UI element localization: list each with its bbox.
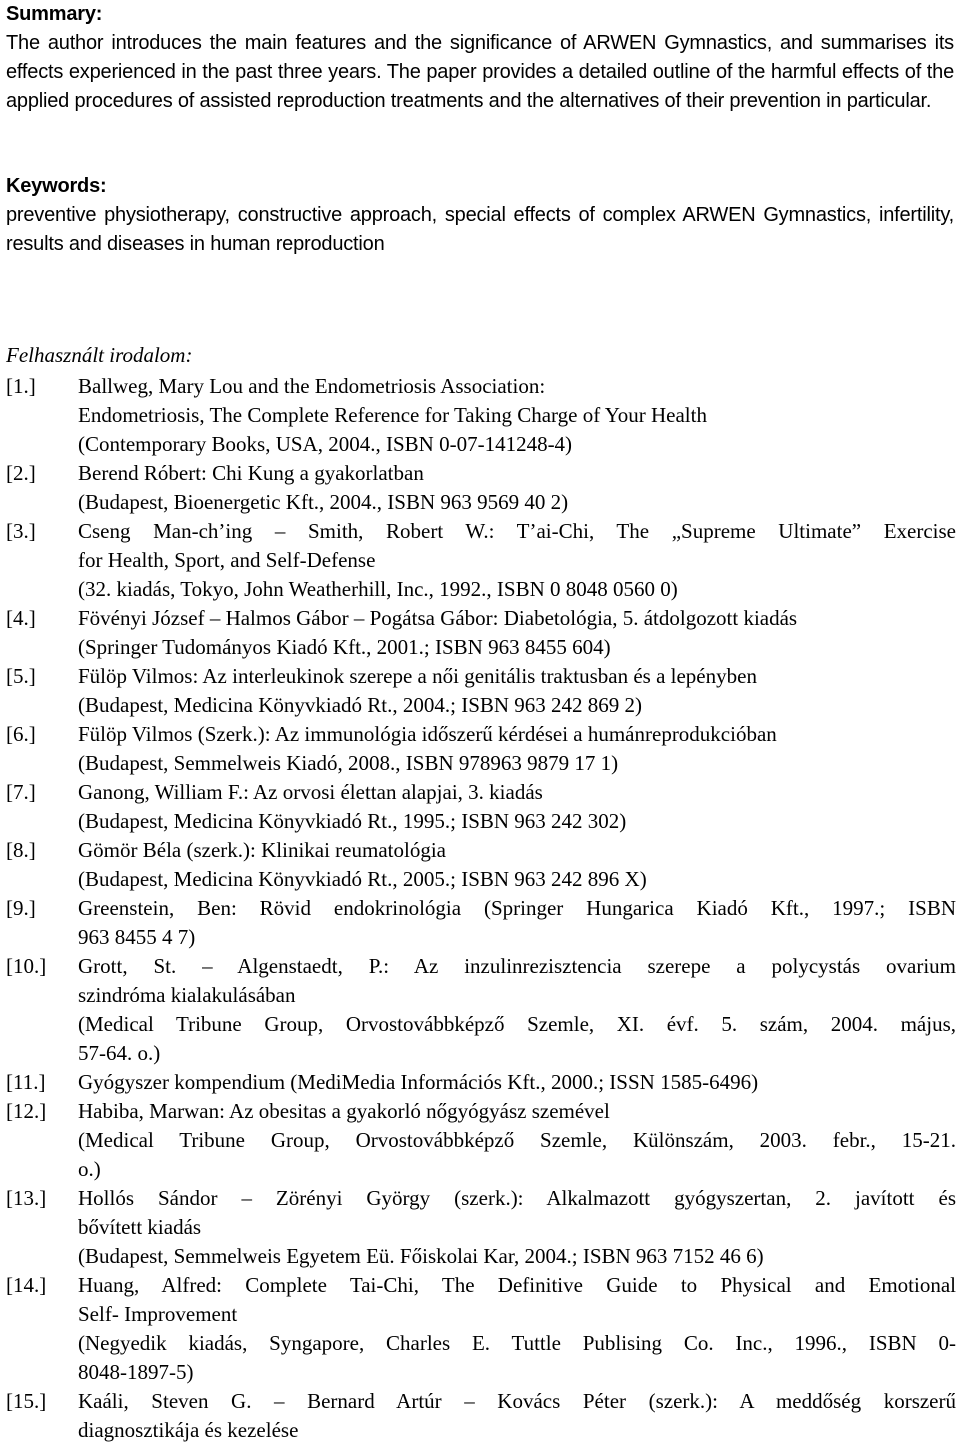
- reference-item: [0, 778, 960, 836]
- keywords-text: preventive physiotherapy, constructive approach, special effects of complex ARWEN Gymnastics, infertility, results and diseases in human reproduction: [6, 204, 954, 255]
- reference-line: Grott, St. – Algenstaedt, P.: Az inzulinrezisztencia szerepe a polycystás ovarium: [78, 954, 956, 978]
- reference-number: [9.]: [6, 896, 36, 920]
- reference-line: (Negyedik kiadás, Syngapore, Charles E. Tuttle Publising Co. Inc., 1996., ISBN 0-: [78, 1331, 956, 1355]
- reference-line: Fövényi József – Halmos Gábor – Pogátsa Gábor: Diabetológia, 5. átdolgozott kiadás: [78, 606, 798, 630]
- reference-text: [78, 662, 956, 720]
- reference-line: Endometriosis, The Complete Reference for Taking Charge of Your Health: [78, 403, 707, 427]
- reference-line: (Medical Tribune Group, Orvostovábbképző Szemle, Különszám, 2003. febr., 15-21.: [78, 1128, 956, 1152]
- reference-line: (Budapest, Bioenergetic Kft., 2004., ISBN 963 9569 40 2): [78, 490, 569, 514]
- reference-line: Greenstein, Ben: Rövid endokrinológia (Springer Hungarica Kiadó Kft., 1997.; ISBN: [78, 896, 956, 920]
- reference-line: Hollós Sándor – Zörényi György (szerk.): Alkalmazott gyógyszertan, 2. javított és: [78, 1186, 956, 1210]
- reference-line: 963 8455 4 7): [78, 925, 196, 949]
- reference-line: Fülöp Vilmos (Szerk.): Az immunológia időszerű kérdései a humánreprodukcióban: [78, 722, 777, 746]
- reference-item: [0, 517, 960, 604]
- reference-line: (Budapest, Semmelweis Egyetem Eü. Főiskolai Kar, 2004.; ISBN 963 7152 46 6): [78, 1244, 764, 1268]
- reference-line: (Springer Tudományos Kiadó Kft., 2001.; ISBN 963 8455 604): [78, 635, 611, 659]
- reference-item: [0, 1068, 960, 1097]
- reference-line: (Budapest, Semmelweis Kiadó, 2008., ISBN 978963 9879 17 1): [78, 751, 619, 775]
- reference-line: Habiba, Marwan: Az obesitas a gyakorló nőgyógyász szemével: [78, 1099, 610, 1123]
- reference-number: [5.]: [6, 664, 36, 688]
- keywords-heading: Keywords:: [6, 175, 107, 197]
- reference-line: (Budapest, Medicina Könyvkiadó Rt., 2004.; ISBN 963 242 869 2): [78, 693, 643, 717]
- reference-number: [6.]: [6, 722, 36, 746]
- reference-text: [78, 894, 956, 952]
- reference-text: [78, 517, 956, 604]
- reference-line: Huang, Alfred: Complete Tai-Chi, The Definitive Guide to Physical and Emotional: [78, 1273, 956, 1297]
- reference-line: (Medical Tribune Group, Orvostovábbképző Szemle, XI. évf. 5. szám, 2004. május,: [78, 1012, 956, 1036]
- references-heading: Felhasznált irodalom:: [6, 343, 193, 367]
- reference-text: [78, 604, 956, 662]
- reference-item: [0, 894, 960, 952]
- reference-line: Fülöp Vilmos: Az interleukinok szerepe a női genitális traktusban és a lepényben: [78, 664, 757, 688]
- reference-item: [0, 1184, 960, 1271]
- reference-text: [78, 1184, 956, 1271]
- reference-item: [0, 459, 960, 517]
- reference-number: [8.]: [6, 838, 36, 862]
- reference-list: [0, 372, 960, 1444]
- reference-text: [78, 778, 956, 836]
- reference-text: [78, 1068, 956, 1097]
- reference-line: (Contemporary Books, USA, 2004., ISBN 0-07-141248-4): [78, 432, 573, 456]
- summary-text: The author introduces the main features and the significance of ARWEN Gymnastics, and summarises its effects experienced in the past three years. The paper provides a detailed outline of the harmful effects of the applied procedures of assisted reproduction treatments and the alternatives of their prevention in particular.: [6, 32, 954, 112]
- reference-number: [10.]: [6, 954, 47, 978]
- reference-number: [12.]: [6, 1099, 47, 1123]
- reference-item: [0, 1097, 960, 1184]
- reference-item: [0, 372, 960, 459]
- summary-heading: Summary:: [6, 3, 103, 25]
- reference-text: [78, 372, 956, 459]
- reference-line: o.): [78, 1157, 101, 1181]
- reference-item: [0, 662, 960, 720]
- reference-line: for Health, Sport, and Self-Defense: [78, 548, 376, 572]
- reference-item: [0, 1387, 960, 1444]
- reference-line: szindróma kialakulásában: [78, 983, 296, 1007]
- reference-line: Cseng Man-ch’ing – Smith, Robert W.: T’ai-Chi, The „Supreme Ultimate” Exercise: [78, 519, 956, 543]
- reference-line: diagnosztikája és kezelése: [78, 1418, 299, 1442]
- reference-line: Gömör Béla (szerk.): Klinikai reumatológia: [78, 838, 446, 862]
- reference-line: (32. kiadás, Tokyo, John Weatherhill, Inc., 1992., ISBN 0 8048 0560 0): [78, 577, 678, 601]
- reference-line: Berend Róbert: Chi Kung a gyakorlatban: [78, 461, 424, 485]
- reference-line: Ballweg, Mary Lou and the Endometriosis Association:: [78, 374, 546, 398]
- reference-item: [0, 720, 960, 778]
- reference-text: [78, 1097, 956, 1184]
- reference-number: [4.]: [6, 606, 36, 630]
- reference-item: [0, 952, 960, 1068]
- reference-item: [0, 604, 960, 662]
- reference-text: [78, 952, 956, 1068]
- reference-line: Ganong, William F.: Az orvosi élettan alapjai, 3. kiadás: [78, 780, 543, 804]
- reference-line: Gyógyszer kompendium (MediMedia Információs Kft., 2000.; ISSN 1585-6496): [78, 1070, 759, 1094]
- reference-number: [14.]: [6, 1273, 47, 1297]
- reference-text: [78, 1387, 956, 1444]
- reference-number: [7.]: [6, 780, 36, 804]
- reference-item: [0, 836, 960, 894]
- reference-number: [3.]: [6, 519, 36, 543]
- reference-number: [11.]: [6, 1070, 46, 1094]
- reference-number: [1.]: [6, 374, 36, 398]
- reference-line: Self- Improvement: [78, 1302, 238, 1326]
- reference-line: 57-64. o.): [78, 1041, 161, 1065]
- reference-line: 8048-1897-5): [78, 1360, 194, 1384]
- reference-text: [78, 720, 956, 778]
- reference-text: [78, 1271, 956, 1387]
- reference-number: [2.]: [6, 461, 36, 485]
- reference-number: [13.]: [6, 1186, 47, 1210]
- reference-line: bővített kiadás: [78, 1215, 202, 1239]
- reference-text: [78, 836, 956, 894]
- reference-line: (Budapest, Medicina Könyvkiadó Rt., 2005.; ISBN 963 242 896 X): [78, 867, 647, 891]
- reference-number: [15.]: [6, 1389, 47, 1413]
- reference-text: [78, 459, 956, 517]
- reference-item: [0, 1271, 960, 1387]
- reference-line: Kaáli, Steven G. – Bernard Artúr – Kovács Péter (szerk.): A meddőség korszerű: [78, 1389, 956, 1413]
- reference-line: (Budapest, Medicina Könyvkiadó Rt., 1995.; ISBN 963 242 302): [78, 809, 627, 833]
